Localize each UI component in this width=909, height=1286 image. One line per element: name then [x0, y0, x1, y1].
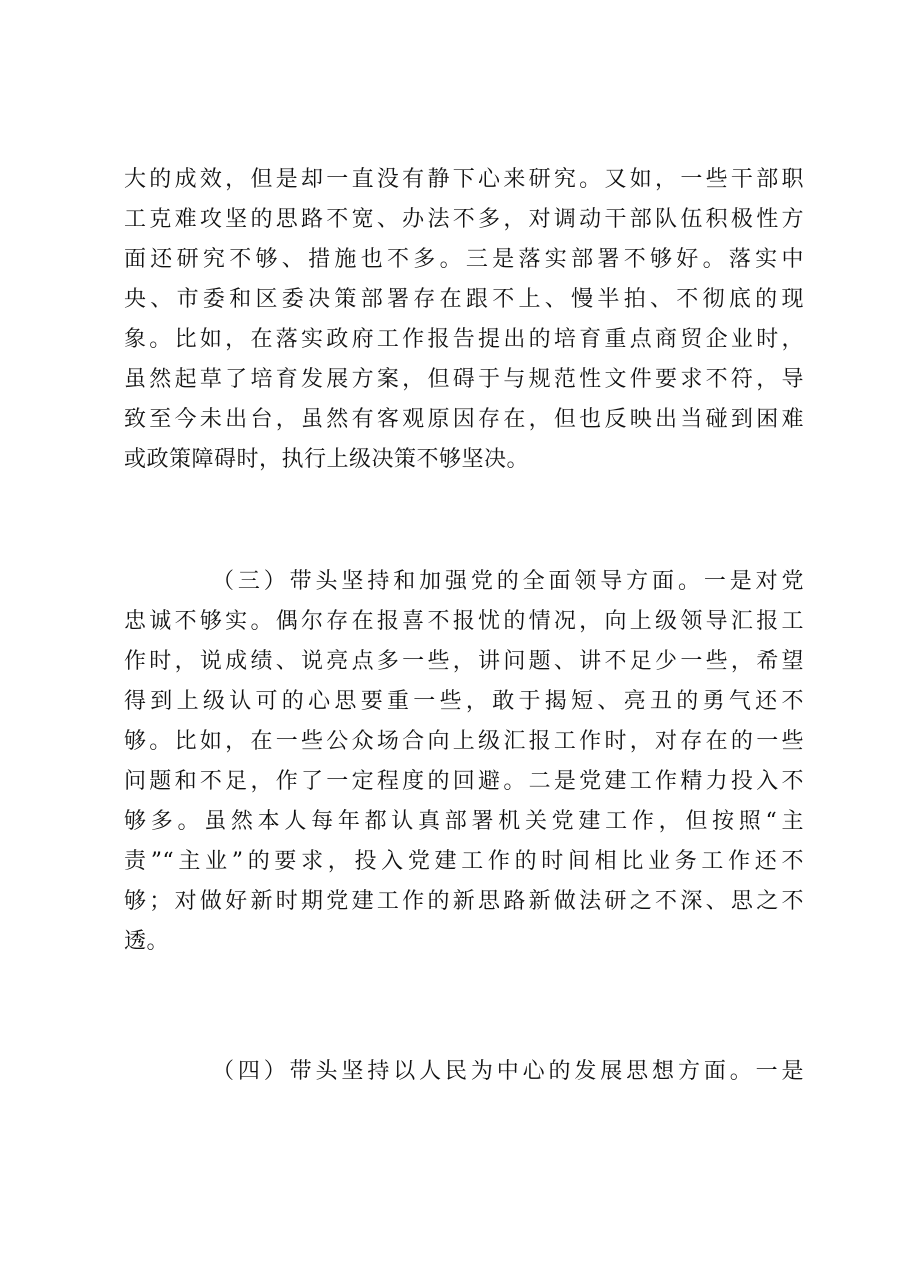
text-line: 面还研究不够、措施也不多。三是落实部署不够好。落实中 — [124, 247, 804, 272]
paragraph-continuation — [124, 160, 804, 480]
text-line: 责”“主业”的要求，投入党建工作的时间相比业务工作还不 — [124, 849, 804, 874]
text-line: 工克难攻坚的思路不宽、办法不多，对调动干部队伍积极性方 — [124, 207, 804, 232]
text-line: 够多。虽然本人每年都认真部署机关党建工作，但按照“主 — [124, 809, 804, 834]
text-line: 或政策障碍时，执行上级决策不够坚决。 — [124, 447, 530, 472]
text-line: 作时，说成绩、说亮点多一些，讲问题、讲不足少一些，希望 — [124, 649, 804, 674]
text-line: 虽然起草了培育发展方案，但碍于与规范性文件要求不符，导 — [124, 367, 804, 392]
section-heading-line: （三）带头坚持和加强党的全面领导方面。一是对党 — [212, 569, 804, 594]
text-line: 问题和不足，作了一定程度的回避。二是党建工作精力投入不 — [124, 769, 804, 794]
text-line: 忠诚不够实。偶尔存在报喜不报忧的情况，向上级领导汇报工 — [124, 609, 804, 634]
section-heading-line: （四）带头坚持以人民为中心的发展思想方面。一是 — [212, 1059, 804, 1084]
text-line: 够。比如，在一些公众场合向上级汇报工作时，对存在的一些 — [124, 729, 804, 754]
text-line: 象。比如，在落实政府工作报告提出的培育重点商贸企业时， — [124, 327, 804, 352]
text-line: 致至今未出台，虽然有客观原因存在，但也反映出当碰到困难 — [124, 407, 804, 432]
paragraph-section-four — [124, 1052, 804, 1092]
paragraph-section-three — [124, 562, 804, 962]
text-line: 得到上级认可的心思要重一些，敢于揭短、亮丑的勇气还不 — [124, 689, 804, 714]
text-line: 够；对做好新时期党建工作的新思路新做法研之不深、思之不 — [124, 889, 804, 914]
text-line: 央、市委和区委决策部署存在跟不上、慢半拍、不彻底的现 — [124, 287, 804, 312]
text-line: 透。 — [124, 929, 170, 954]
text-line: 大的成效，但是却一直没有静下心来研究。又如，一些干部职 — [124, 167, 804, 192]
